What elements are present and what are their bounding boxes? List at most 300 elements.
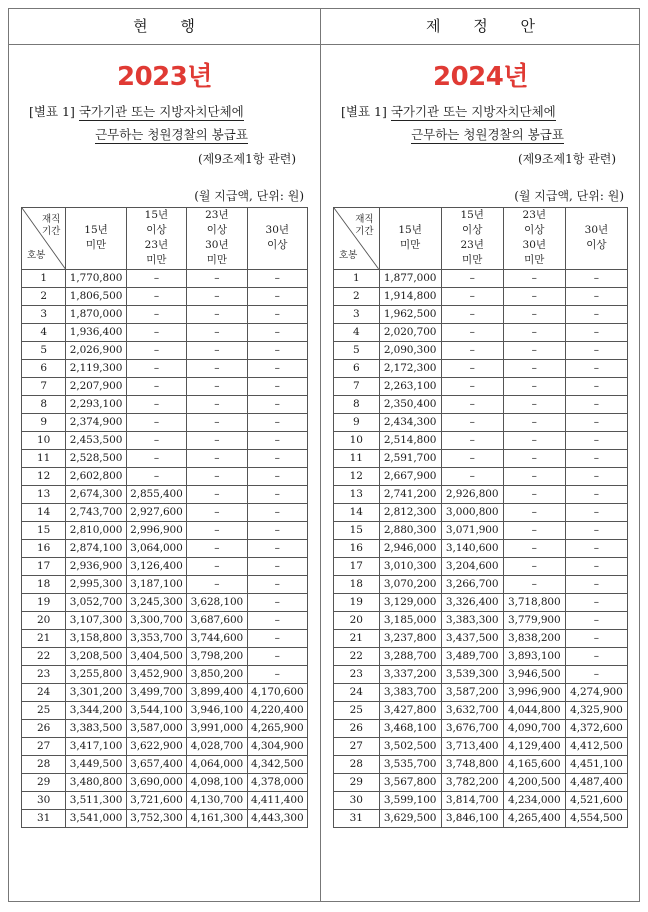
corner-label-step: 호봉	[339, 250, 358, 262]
cell-step-number: 20	[334, 611, 380, 629]
table-row	[334, 485, 628, 503]
cell-salary-amount: 4,129,400	[503, 737, 565, 755]
cell-step-number: 25	[22, 701, 66, 719]
table-row	[334, 503, 628, 521]
cell-salary-amount: 3,489,700	[441, 647, 503, 665]
salary-table-current	[21, 207, 308, 828]
cell-salary-amount: 3,690,000	[126, 773, 186, 791]
cell-empty-dash: –	[503, 521, 565, 539]
cell-salary-amount: 2,374,900	[66, 413, 126, 431]
cell-step-number: 2	[334, 287, 380, 305]
cell-step-number: 16	[22, 539, 66, 557]
cell-step-number: 6	[334, 359, 380, 377]
cell-empty-dash: –	[565, 665, 627, 683]
table-row	[22, 647, 308, 665]
table-row	[22, 269, 308, 287]
cell-empty-dash: –	[503, 503, 565, 521]
cell-empty-dash: –	[441, 287, 503, 305]
table-body-current	[22, 269, 308, 827]
cell-salary-amount: 3,779,900	[503, 611, 565, 629]
table-row	[334, 737, 628, 755]
cell-salary-amount: 4,325,900	[565, 701, 627, 719]
cell-step-number: 4	[334, 323, 380, 341]
cell-step-number: 24	[22, 683, 66, 701]
cell-step-number: 28	[334, 755, 380, 773]
cell-salary-amount: 2,090,300	[379, 341, 441, 359]
cell-empty-dash: –	[565, 359, 627, 377]
cell-step-number: 15	[334, 521, 380, 539]
cell-salary-amount: 4,170,600	[247, 683, 307, 701]
cell-empty-dash: –	[247, 359, 307, 377]
cell-salary-amount: 3,383,500	[66, 719, 126, 737]
cell-salary-amount: 3,187,100	[126, 575, 186, 593]
cell-salary-amount: 2,936,900	[66, 557, 126, 575]
cell-empty-dash: –	[565, 305, 627, 323]
cell-salary-amount: 3,449,500	[66, 755, 126, 773]
cell-empty-dash: –	[126, 395, 186, 413]
cell-step-number: 19	[22, 593, 66, 611]
cell-salary-amount: 3,204,600	[441, 557, 503, 575]
column-header-0: 15년 미만	[66, 207, 126, 269]
cell-step-number: 2	[22, 287, 66, 305]
table-row	[334, 269, 628, 287]
cell-salary-amount: 3,744,600	[187, 629, 247, 647]
cell-step-number: 8	[22, 395, 66, 413]
cell-salary-amount: 3,798,200	[187, 647, 247, 665]
title-text-1: 국가기관 또는 지방자치단체에	[78, 104, 244, 119]
cell-step-number: 12	[22, 467, 66, 485]
cell-step-number: 26	[22, 719, 66, 737]
cell-empty-dash: –	[441, 467, 503, 485]
cell-salary-amount: 1,936,400	[66, 323, 126, 341]
cell-empty-dash: –	[187, 269, 247, 287]
cell-empty-dash: –	[247, 323, 307, 341]
cell-salary-amount: 2,026,900	[66, 341, 126, 359]
cell-empty-dash: –	[441, 449, 503, 467]
table-row	[22, 809, 308, 827]
unit-note-amendment: (월 지급액, 단위: 원)	[514, 188, 624, 203]
table-row	[334, 557, 628, 575]
cell-salary-amount: 4,451,100	[565, 755, 627, 773]
cell-empty-dash: –	[247, 413, 307, 431]
cell-empty-dash: –	[441, 413, 503, 431]
column-header-1: 15년 이상 23년 미만	[441, 207, 503, 269]
cell-salary-amount: 4,090,700	[503, 719, 565, 737]
column-header-3: 30년 이상	[565, 207, 627, 269]
cell-salary-amount: 2,263,100	[379, 377, 441, 395]
cell-salary-amount: 3,539,300	[441, 665, 503, 683]
cell-empty-dash: –	[565, 539, 627, 557]
cell-empty-dash: –	[187, 395, 247, 413]
cell-empty-dash: –	[503, 359, 565, 377]
cell-empty-dash: –	[503, 557, 565, 575]
cell-step-number: 31	[334, 809, 380, 827]
cell-salary-amount: 3,255,800	[66, 665, 126, 683]
cell-salary-amount: 1,770,800	[66, 269, 126, 287]
cell-step-number: 1	[22, 269, 66, 287]
cell-empty-dash: –	[441, 305, 503, 323]
cell-step-number: 4	[22, 323, 66, 341]
cell-empty-dash: –	[565, 431, 627, 449]
cell-salary-amount: 3,946,500	[503, 665, 565, 683]
cell-salary-amount: 2,741,200	[379, 485, 441, 503]
table-row	[334, 431, 628, 449]
cell-empty-dash: –	[503, 575, 565, 593]
cell-salary-amount: 2,810,000	[66, 521, 126, 539]
table-row	[22, 395, 308, 413]
cell-step-number: 3	[334, 305, 380, 323]
cell-empty-dash: –	[187, 341, 247, 359]
cell-salary-amount: 3,383,700	[379, 683, 441, 701]
cell-empty-dash: –	[187, 359, 247, 377]
cell-salary-amount: 3,632,700	[441, 701, 503, 719]
salary-table-amendment	[333, 207, 628, 828]
column-header-2: 23년 이상 30년 미만	[187, 207, 247, 269]
cell-empty-dash: –	[247, 557, 307, 575]
cell-salary-amount: 3,544,100	[126, 701, 186, 719]
table-row	[334, 791, 628, 809]
cell-step-number: 10	[22, 431, 66, 449]
cell-salary-amount: 2,453,500	[66, 431, 126, 449]
corner-label-step: 호봉	[27, 250, 46, 262]
cell-empty-dash: –	[126, 323, 186, 341]
cell-empty-dash: –	[187, 323, 247, 341]
cell-salary-amount: 3,628,100	[187, 593, 247, 611]
cell-salary-amount: 2,591,700	[379, 449, 441, 467]
title-text-1: 국가기관 또는 지방자치단체에	[390, 104, 556, 119]
cell-salary-amount: 3,946,100	[187, 701, 247, 719]
column-header-2: 23년 이상 30년 미만	[503, 207, 565, 269]
table-row	[22, 719, 308, 737]
column-header-3: 30년 이상	[247, 207, 307, 269]
cell-salary-amount: 3,129,000	[379, 593, 441, 611]
cell-empty-dash: –	[441, 431, 503, 449]
table-row	[22, 629, 308, 647]
cell-empty-dash: –	[503, 323, 565, 341]
cell-salary-amount: 3,107,300	[66, 611, 126, 629]
cell-salary-amount: 4,200,500	[503, 773, 565, 791]
table-row	[334, 305, 628, 323]
cell-salary-amount: 3,452,900	[126, 665, 186, 683]
cell-empty-dash: –	[565, 557, 627, 575]
cell-salary-amount: 3,657,400	[126, 755, 186, 773]
cell-step-number: 14	[334, 503, 380, 521]
cell-salary-amount: 3,782,200	[441, 773, 503, 791]
cell-empty-dash: –	[187, 521, 247, 539]
cell-salary-amount: 3,587,000	[126, 719, 186, 737]
cell-salary-amount: 3,404,500	[126, 647, 186, 665]
cell-salary-amount: 2,927,600	[126, 503, 186, 521]
table-row	[334, 359, 628, 377]
cell-salary-amount: 2,172,300	[379, 359, 441, 377]
cell-salary-amount: 3,676,700	[441, 719, 503, 737]
cell-salary-amount: 3,480,800	[66, 773, 126, 791]
cell-empty-dash: –	[126, 449, 186, 467]
cell-empty-dash: –	[187, 467, 247, 485]
cell-salary-amount: 2,995,300	[66, 575, 126, 593]
table-row	[22, 503, 308, 521]
cell-empty-dash: –	[565, 341, 627, 359]
table-row	[334, 377, 628, 395]
cell-empty-dash: –	[126, 359, 186, 377]
cell-salary-amount: 3,718,800	[503, 593, 565, 611]
cell-empty-dash: –	[126, 413, 186, 431]
cell-empty-dash: –	[187, 449, 247, 467]
cell-salary-amount: 3,208,500	[66, 647, 126, 665]
title-line-2-current	[21, 126, 308, 144]
cell-step-number: 5	[334, 341, 380, 359]
banner-current: 현 행	[133, 17, 209, 35]
cell-step-number: 7	[334, 377, 380, 395]
corner-label-period: 재직 기간	[41, 213, 61, 237]
cell-salary-amount: 1,877,000	[379, 269, 441, 287]
cell-salary-amount: 3,541,000	[66, 809, 126, 827]
table-row	[22, 575, 308, 593]
cell-salary-amount: 2,674,300	[66, 485, 126, 503]
table-row	[22, 359, 308, 377]
cell-empty-dash: –	[187, 539, 247, 557]
title-line-1-amendment	[333, 103, 628, 121]
cell-salary-amount: 3,687,600	[187, 611, 247, 629]
cell-empty-dash: –	[126, 377, 186, 395]
title-prefix: [별표 1]	[29, 104, 75, 119]
table-row	[334, 755, 628, 773]
panel-amendment	[321, 46, 640, 828]
cell-salary-amount: 3,511,300	[66, 791, 126, 809]
table-row	[22, 773, 308, 791]
cell-empty-dash: –	[247, 611, 307, 629]
cell-salary-amount: 3,301,200	[66, 683, 126, 701]
title-text-2: 근무하는 청원경찰의 봉급표	[95, 127, 248, 143]
cell-empty-dash: –	[126, 341, 186, 359]
cell-salary-amount: 1,806,500	[66, 287, 126, 305]
cell-salary-amount: 3,237,800	[379, 629, 441, 647]
cell-step-number: 15	[22, 521, 66, 539]
cell-salary-amount: 3,437,500	[441, 629, 503, 647]
cell-empty-dash: –	[503, 377, 565, 395]
cell-step-number: 18	[334, 575, 380, 593]
table-row	[22, 449, 308, 467]
cell-empty-dash: –	[247, 629, 307, 647]
cell-salary-amount: 2,926,800	[441, 485, 503, 503]
cell-step-number: 29	[334, 773, 380, 791]
cell-empty-dash: –	[247, 575, 307, 593]
cell-step-number: 23	[334, 665, 380, 683]
column-header-1: 15년 이상 23년 미만	[126, 207, 186, 269]
cell-salary-amount: 4,161,300	[187, 809, 247, 827]
cell-salary-amount: 4,265,900	[247, 719, 307, 737]
cell-salary-amount: 3,010,300	[379, 557, 441, 575]
cell-empty-dash: –	[247, 593, 307, 611]
corner-header-cell	[22, 207, 66, 269]
cell-step-number: 17	[22, 557, 66, 575]
table-row	[334, 701, 628, 719]
cell-salary-amount: 3,713,400	[441, 737, 503, 755]
cell-salary-amount: 3,814,700	[441, 791, 503, 809]
table-row	[334, 395, 628, 413]
cell-empty-dash: –	[126, 269, 186, 287]
cell-step-number: 20	[22, 611, 66, 629]
cell-salary-amount: 2,514,800	[379, 431, 441, 449]
cell-empty-dash: –	[565, 593, 627, 611]
title-reference-amendment: (제9조제1항 관련)	[518, 152, 616, 167]
cell-salary-amount: 2,602,800	[66, 467, 126, 485]
table-row	[334, 665, 628, 683]
cell-empty-dash: –	[441, 377, 503, 395]
cell-empty-dash: –	[503, 485, 565, 503]
table-row	[334, 809, 628, 827]
title-reference-current: (제9조제1항 관련)	[198, 152, 296, 167]
cell-salary-amount: 4,274,900	[565, 683, 627, 701]
cell-salary-amount: 3,996,900	[503, 683, 565, 701]
cell-step-number: 30	[334, 791, 380, 809]
cell-empty-dash: –	[503, 467, 565, 485]
cell-step-number: 25	[334, 701, 380, 719]
table-row	[22, 323, 308, 341]
cell-step-number: 13	[334, 485, 380, 503]
cell-step-number: 13	[22, 485, 66, 503]
title-block-current	[21, 103, 308, 169]
cell-salary-amount: 2,434,300	[379, 413, 441, 431]
cell-empty-dash: –	[565, 647, 627, 665]
cell-empty-dash: –	[247, 287, 307, 305]
cell-empty-dash: –	[126, 467, 186, 485]
panel-current	[9, 46, 320, 828]
cell-empty-dash: –	[441, 359, 503, 377]
table-row	[22, 665, 308, 683]
cell-salary-amount: 3,599,100	[379, 791, 441, 809]
table-row	[22, 287, 308, 305]
cell-step-number: 9	[22, 413, 66, 431]
cell-empty-dash: –	[187, 305, 247, 323]
cell-salary-amount: 2,119,300	[66, 359, 126, 377]
cell-salary-amount: 4,304,900	[247, 737, 307, 755]
cell-empty-dash: –	[503, 431, 565, 449]
cell-salary-amount: 3,846,100	[441, 809, 503, 827]
cell-salary-amount: 3,383,300	[441, 611, 503, 629]
cell-empty-dash: –	[503, 413, 565, 431]
cell-empty-dash: –	[126, 305, 186, 323]
table-row	[334, 647, 628, 665]
cell-empty-dash: –	[247, 539, 307, 557]
cell-salary-amount: 2,020,700	[379, 323, 441, 341]
cell-salary-amount: 4,487,400	[565, 773, 627, 791]
cell-salary-amount: 3,721,600	[126, 791, 186, 809]
cell-empty-dash: –	[565, 287, 627, 305]
table-header-row	[22, 207, 308, 269]
cell-empty-dash: –	[565, 377, 627, 395]
cell-salary-amount: 2,293,100	[66, 395, 126, 413]
cell-step-number: 3	[22, 305, 66, 323]
cell-salary-amount: 3,629,500	[379, 809, 441, 827]
cell-empty-dash: –	[565, 611, 627, 629]
cell-empty-dash: –	[503, 449, 565, 467]
cell-salary-amount: 2,812,300	[379, 503, 441, 521]
cell-salary-amount: 3,893,100	[503, 647, 565, 665]
cell-step-number: 27	[22, 737, 66, 755]
cell-salary-amount: 4,411,400	[247, 791, 307, 809]
cell-empty-dash: –	[247, 431, 307, 449]
table-row	[334, 575, 628, 593]
table-row	[22, 539, 308, 557]
table-row	[22, 791, 308, 809]
cell-salary-amount: 3,288,700	[379, 647, 441, 665]
table-row	[334, 719, 628, 737]
cell-salary-amount: 2,667,900	[379, 467, 441, 485]
table-row	[334, 521, 628, 539]
cell-salary-amount: 2,855,400	[126, 485, 186, 503]
title-line-1-current	[21, 103, 308, 121]
cell-salary-amount: 4,028,700	[187, 737, 247, 755]
table-row	[334, 683, 628, 701]
cell-empty-dash: –	[247, 503, 307, 521]
cell-salary-amount: 4,342,500	[247, 755, 307, 773]
cell-empty-dash: –	[503, 287, 565, 305]
cell-step-number: 21	[22, 629, 66, 647]
cell-empty-dash: –	[187, 287, 247, 305]
cell-empty-dash: –	[565, 575, 627, 593]
cell-empty-dash: –	[565, 449, 627, 467]
cell-salary-amount: 3,752,300	[126, 809, 186, 827]
cell-empty-dash: –	[187, 485, 247, 503]
cell-salary-amount: 4,234,000	[503, 791, 565, 809]
table-row	[22, 611, 308, 629]
cell-step-number: 22	[334, 647, 380, 665]
cell-empty-dash: –	[247, 449, 307, 467]
cell-empty-dash: –	[441, 269, 503, 287]
cell-salary-amount: 3,064,000	[126, 539, 186, 557]
year-heading-current: 2023년	[117, 62, 212, 92]
cell-step-number: 7	[22, 377, 66, 395]
cell-empty-dash: –	[503, 269, 565, 287]
cell-salary-amount: 2,946,000	[379, 539, 441, 557]
cell-empty-dash: –	[247, 305, 307, 323]
table-row	[334, 773, 628, 791]
cell-salary-amount: 4,098,100	[187, 773, 247, 791]
cell-salary-amount: 3,417,100	[66, 737, 126, 755]
cell-step-number: 17	[334, 557, 380, 575]
cell-salary-amount: 3,071,900	[441, 521, 503, 539]
cell-empty-dash: –	[441, 395, 503, 413]
cell-salary-amount: 4,372,600	[565, 719, 627, 737]
cell-salary-amount: 3,535,700	[379, 755, 441, 773]
table-row	[334, 539, 628, 557]
table-row	[22, 485, 308, 503]
cell-step-number: 18	[22, 575, 66, 593]
cell-step-number: 6	[22, 359, 66, 377]
table-row	[334, 413, 628, 431]
cell-salary-amount: 3,300,700	[126, 611, 186, 629]
cell-salary-amount: 3,838,200	[503, 629, 565, 647]
cell-salary-amount: 3,070,200	[379, 575, 441, 593]
cell-salary-amount: 3,052,700	[66, 593, 126, 611]
table-row	[22, 377, 308, 395]
cell-salary-amount: 3,427,800	[379, 701, 441, 719]
table-row	[22, 755, 308, 773]
title-text-2: 근무하는 청원경찰의 봉급표	[411, 127, 564, 143]
cell-salary-amount: 3,126,400	[126, 557, 186, 575]
table-row	[334, 341, 628, 359]
corner-header-cell	[334, 207, 380, 269]
cell-empty-dash: –	[126, 431, 186, 449]
cell-step-number: 12	[334, 467, 380, 485]
cell-step-number: 9	[334, 413, 380, 431]
cell-empty-dash: –	[247, 341, 307, 359]
table-row	[334, 629, 628, 647]
cell-salary-amount: 2,528,500	[66, 449, 126, 467]
cell-empty-dash: –	[187, 503, 247, 521]
cell-salary-amount: 4,130,700	[187, 791, 247, 809]
